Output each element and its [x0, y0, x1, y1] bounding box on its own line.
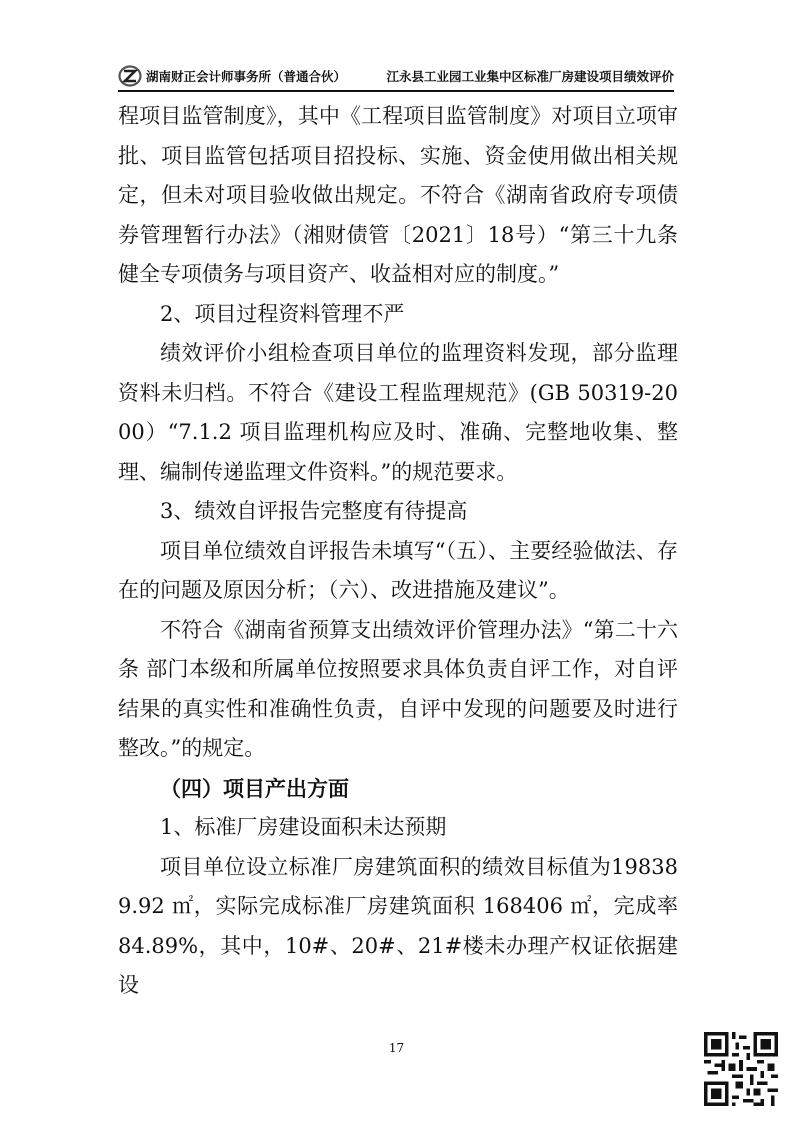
page-header — [118, 62, 674, 92]
heading-factory-area: 1、标准厂房建设面积未达预期 — [160, 815, 447, 839]
header-left — [118, 65, 346, 87]
document-body — [118, 97, 678, 1006]
heading-process-records: 2、项目过程资料管理不严 — [160, 301, 405, 326]
page-number: 17 — [388, 1041, 405, 1055]
paragraph-5: 项目单位设立标准厂房建筑面积的绩效目标值为198389.92 ㎡，实际完成标准厂房建筑面积 168406 ㎡，完成率 84.89%，其中，10#、20#、21#楼未办理产权证依据建设 — [118, 854, 678, 997]
qr-code-icon — [704, 1032, 778, 1106]
heading-self-evaluation: 3、绩效自评报告完整度有待提高 — [160, 499, 468, 523]
report-title: 江永县工业园工业集中区标准厂房建设项目绩效评价 — [386, 69, 674, 84]
section-heading-output: （四）项目产出方面 — [160, 775, 349, 801]
firm-name: 湖南财正会计师事务所（普通合伙） — [146, 69, 347, 84]
firm-logo-icon — [118, 65, 142, 87]
paragraph-4: 不符合《湖南省预算支出绩效评价管理办法》“第二十六条 部门本级和所属单位按照要求具体负责自评工作，对自评结果的真实性和准确性负责，自评中发现的问题要及时进行整改。”的规定。 — [118, 617, 678, 760]
paragraph-3: 项目单位绩效自评报告未填写“（五）、主要经验做法、存在的问题及原因分析；（六）、改进措施及建议”。 — [118, 538, 678, 602]
paragraph-1: 程项目监管制度》，其中《工程项目监管制度》对项目立项审批、项目监管包括项目招投标、实施、资金使用做出相关规定，但未对项目验收做出规定。不符合《湖南省政府专项债券管理暂行办法》（湘财债管〔2021〕18号）“第三十九条 健全专项债务与项目资产、收益相对应的制度。” — [118, 104, 678, 286]
paragraph-2: 绩效评价小组检查项目单位的监理资料发现，部分监理资料未归档。不符合《建设工程监理规范》(GB 50319-2000）“7.1.2 项目监理机构应及时、准确、完整地收集、整理、编制传递监理文件资料。”的规范要求。 — [118, 341, 678, 484]
